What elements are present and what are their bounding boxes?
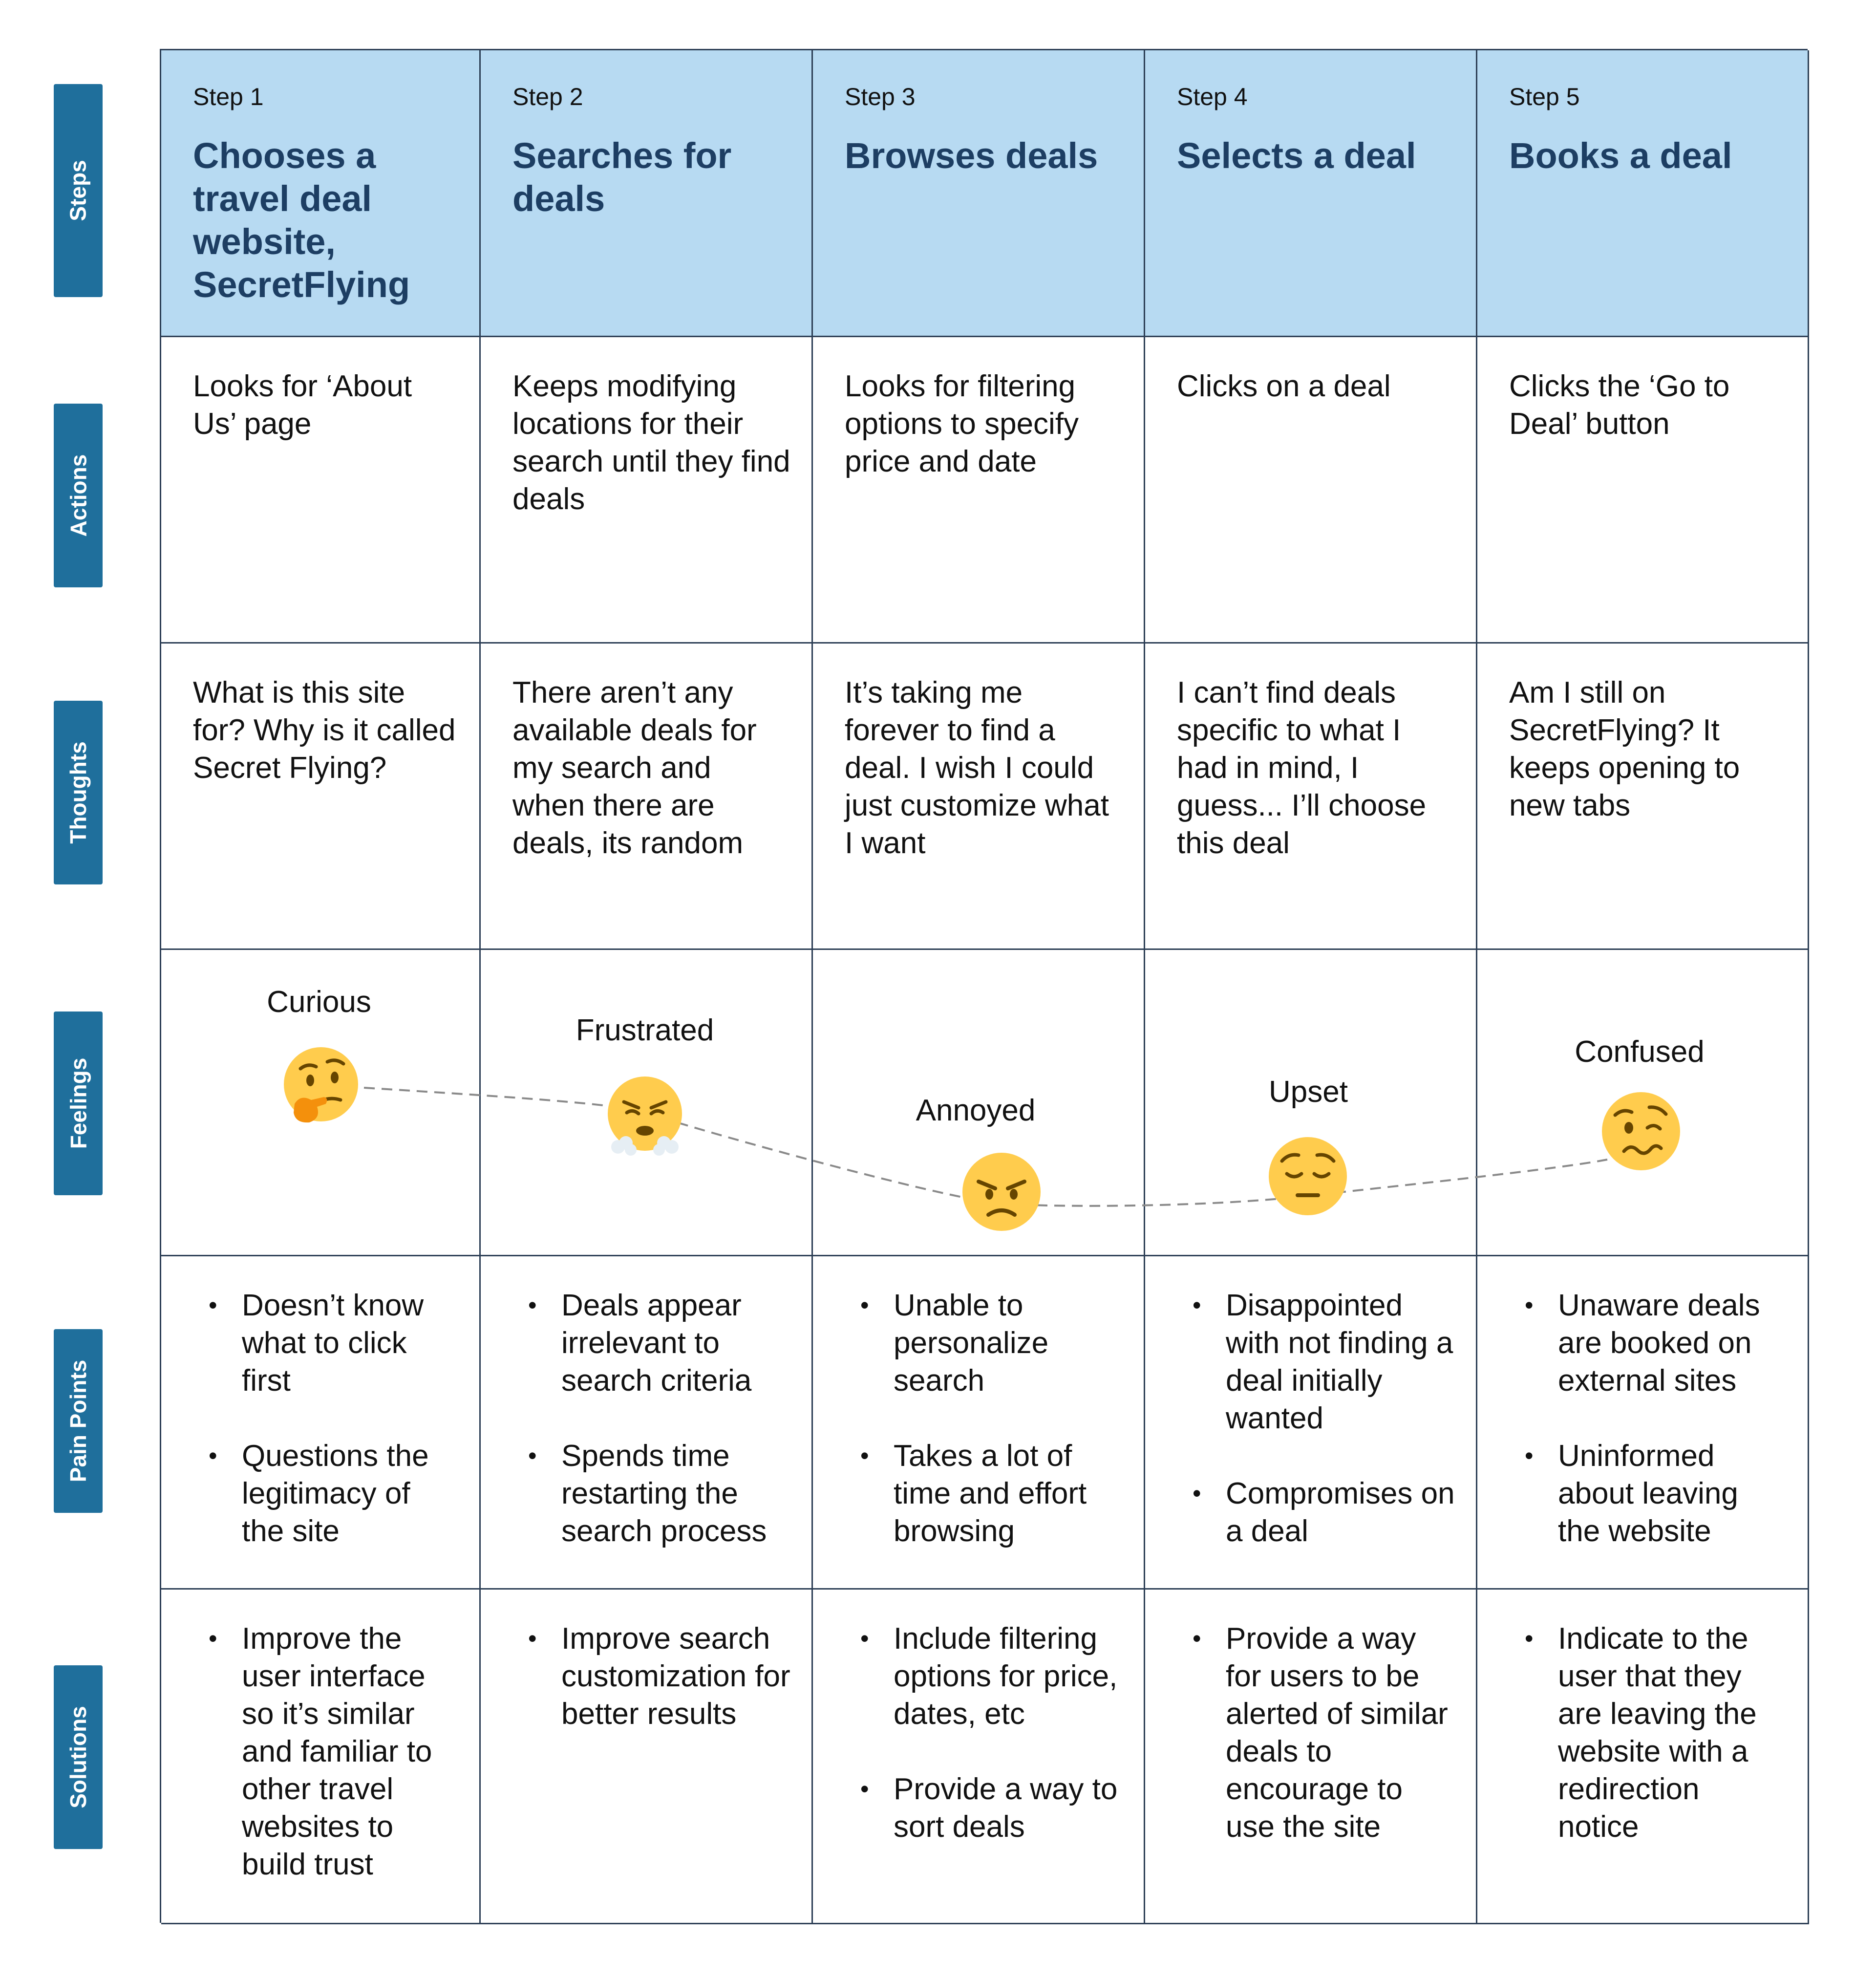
step-1-thought: What is this site for? Why is it called Secret Flying?	[161, 644, 481, 950]
list-item: • Questions the legitimacy of the site	[242, 1437, 460, 1550]
pensive-face-icon	[1267, 1136, 1348, 1217]
row-label-thoughts	[54, 701, 103, 884]
row-label-actions-text: Actions	[65, 454, 91, 537]
step-title: Chooses a travel deal website, SecretFlying	[193, 135, 410, 305]
row-label-feelings-text: Feelings	[65, 1057, 91, 1149]
step-number: Step 1	[193, 83, 264, 110]
step-title: Browses deals	[845, 135, 1098, 176]
feeling-label-step-1: Curious	[267, 985, 371, 1019]
solutions-list	[1509, 1620, 1788, 1846]
step-5-solutions	[1477, 1590, 1809, 1924]
woozy-face-icon	[1600, 1091, 1682, 1172]
step-number: Step 5	[1509, 83, 1580, 110]
pain-points-list	[1177, 1287, 1456, 1550]
step-5-thought: Am I still on SecretFlying? It keeps opening to new tabs	[1477, 644, 1809, 950]
row-label-feelings	[54, 1012, 103, 1195]
step-1-solutions	[161, 1590, 481, 1924]
pain-points-list	[845, 1287, 1124, 1550]
list-item: • Provide a way for users to be alerted of similar deals to encourage to use the site	[1226, 1620, 1456, 1846]
step-5-pain-points	[1477, 1256, 1809, 1590]
list-item: • Disappointed with not finding a deal initially wanted	[1226, 1287, 1456, 1437]
step-title: Searches for deals	[512, 135, 732, 219]
step-1-action: Looks for ‘About Us’ page	[161, 337, 481, 644]
row-label-pain-points	[54, 1329, 103, 1513]
step-2-solutions	[481, 1590, 813, 1924]
feelings-row	[161, 950, 1809, 1256]
step-3-header	[813, 50, 1145, 337]
step-1-pain-points	[161, 1256, 481, 1590]
step-title: Selects a deal	[1177, 135, 1416, 176]
step-5-action: Clicks the ‘Go to Deal’ button	[1477, 337, 1809, 644]
list-item: • Doesn’t know what to click first	[242, 1287, 460, 1399]
row-label-steps	[54, 84, 103, 297]
list-item: • Provide a way to sort deals	[894, 1770, 1124, 1846]
row-label-thoughts-text: Thoughts	[65, 741, 91, 844]
row-label-solutions	[54, 1665, 103, 1849]
step-number: Step 4	[1177, 83, 1248, 110]
thinking-face-icon	[281, 1045, 364, 1128]
step-3-action: Looks for filtering options to specify price and date	[813, 337, 1145, 644]
step-4-action: Clicks on a deal	[1145, 337, 1477, 644]
feeling-label-step-2: Frustrated	[576, 1013, 714, 1047]
angry-face-icon	[961, 1151, 1042, 1232]
journey-map-grid	[160, 49, 1808, 1923]
list-item: • Indicate to the user that they are leaving the website with a redirection notice	[1558, 1620, 1788, 1846]
list-item: • Takes a lot of time and effort browsing	[894, 1437, 1124, 1550]
step-2-pain-points	[481, 1256, 813, 1590]
list-item: • Compromises on a deal	[1226, 1475, 1456, 1550]
feeling-label-step-5: Confused	[1575, 1035, 1705, 1069]
step-number: Step 2	[512, 83, 583, 110]
step-2-header	[481, 50, 813, 337]
step-4-solutions	[1145, 1590, 1477, 1924]
step-3-pain-points	[813, 1256, 1145, 1590]
step-1-header	[161, 50, 481, 337]
list-item: • Spends time restarting the search process	[561, 1437, 792, 1550]
step-5-header	[1477, 50, 1809, 337]
step-2-action: Keeps modifying locations for their search until they find deals	[481, 337, 813, 644]
list-item: • Uninformed about leaving the website	[1558, 1437, 1788, 1550]
row-label-actions	[54, 404, 103, 587]
list-item: • Unaware deals are booked on external sites	[1558, 1287, 1788, 1399]
steaming-face-icon	[603, 1075, 686, 1158]
row-label-pain-points-text: Pain Points	[65, 1359, 91, 1483]
feeling-label-step-3: Annoyed	[916, 1094, 1036, 1127]
list-item: • Improve search customization for better results	[561, 1620, 792, 1733]
row-label-steps-text: Steps	[65, 160, 91, 221]
list-item: • Improve the user interface so it’s similar and familiar to other travel websites to build trust	[242, 1620, 460, 1883]
pain-points-list	[1509, 1287, 1788, 1550]
step-title: Books a deal	[1509, 135, 1732, 176]
step-4-pain-points	[1145, 1256, 1477, 1590]
list-item: • Deals appear irrelevant to search criteria	[561, 1287, 792, 1399]
pain-points-list	[193, 1287, 460, 1550]
step-3-solutions	[813, 1590, 1145, 1924]
list-item: • Include filtering options for price, dates, etc	[894, 1620, 1124, 1733]
feeling-label-step-4: Upset	[1269, 1075, 1348, 1109]
step-number: Step 3	[845, 83, 916, 110]
row-label-solutions-text: Solutions	[65, 1706, 91, 1808]
list-item: • Unable to personalize search	[894, 1287, 1124, 1399]
step-4-thought: I can’t find deals specific to what I had in mind, I guess... I’ll choose this deal	[1145, 644, 1477, 950]
solutions-list	[193, 1620, 460, 1883]
solutions-list	[1177, 1620, 1456, 1846]
solutions-list	[845, 1620, 1124, 1846]
step-4-header	[1145, 50, 1477, 337]
step-3-thought: It’s taking me forever to find a deal. I wish I could just customize what I want	[813, 644, 1145, 950]
step-2-thought: There aren’t any available deals for my search and when there are deals, its random	[481, 644, 813, 950]
pain-points-list	[512, 1287, 792, 1550]
solutions-list	[512, 1620, 792, 1733]
